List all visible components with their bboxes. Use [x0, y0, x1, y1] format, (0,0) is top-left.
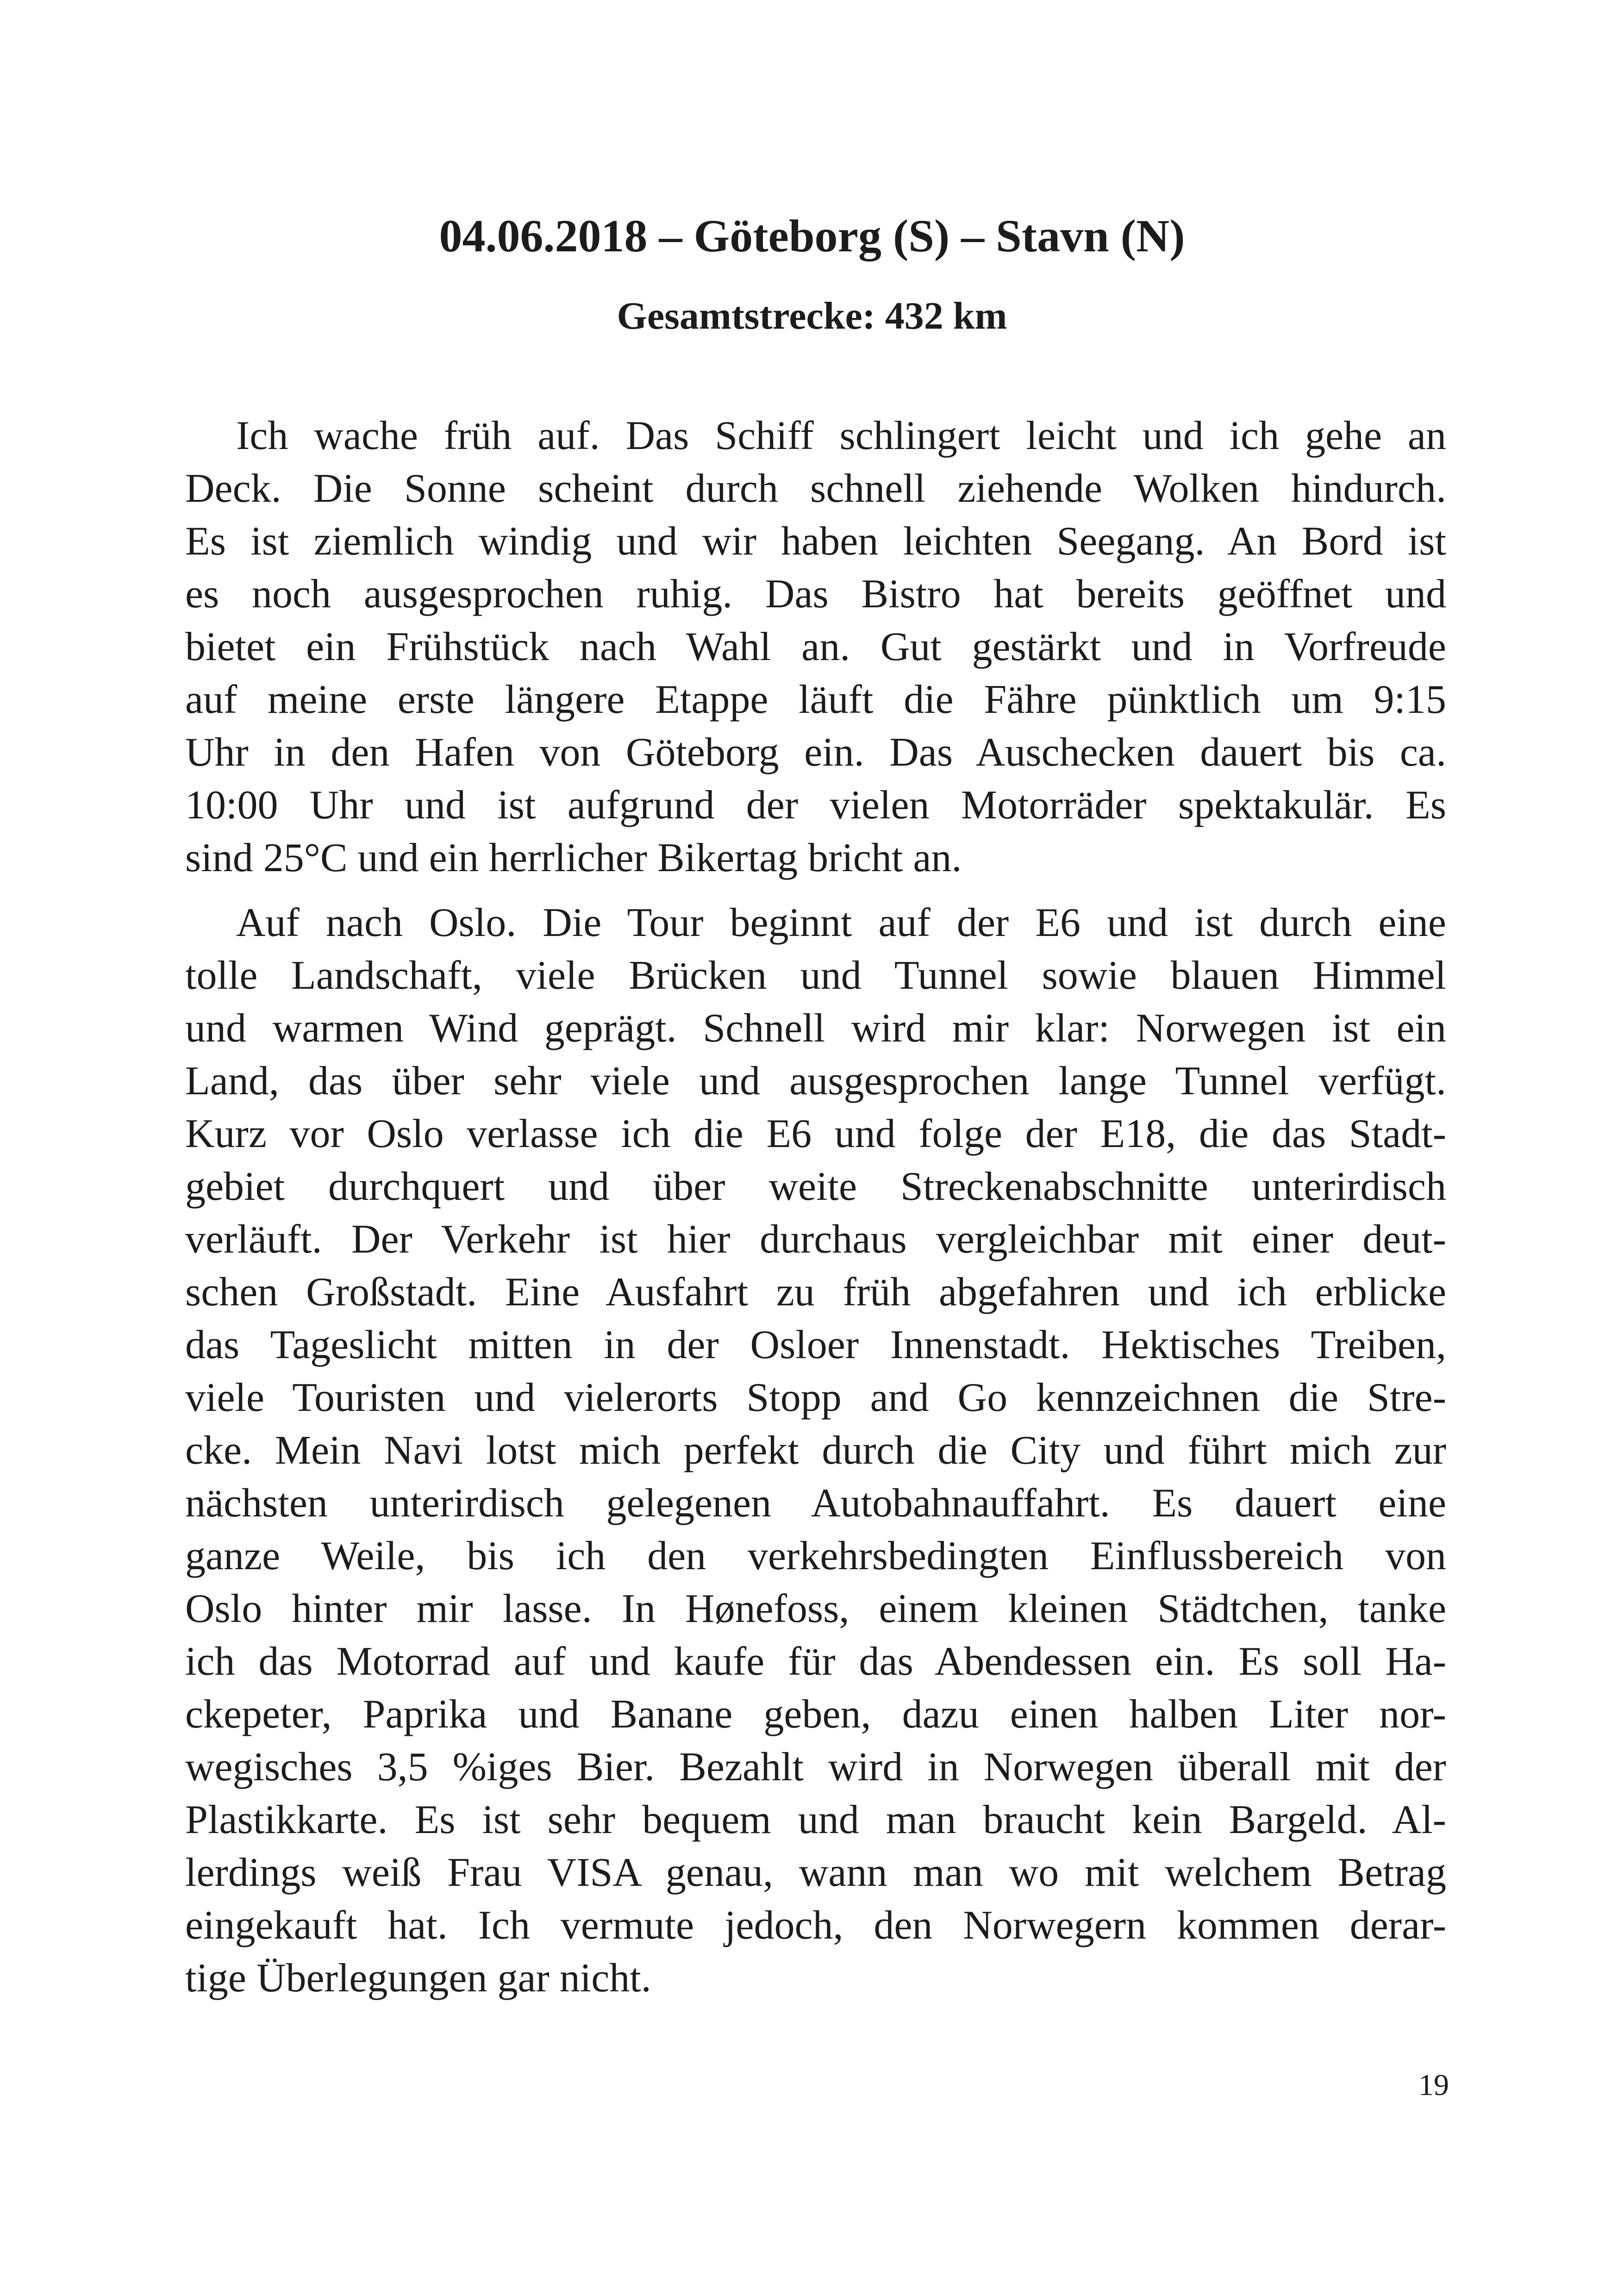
paragraph-spacer: [185, 885, 1446, 897]
text-line: und warmen Wind geprägt. Schnell wird mir klar: Norwegen ist ein: [185, 1006, 1446, 1051]
text-line: 10:00 Uhr und ist aufgrund der vielen Motorräder spektakulär. Es: [185, 783, 1446, 828]
text-line: schen Großstadt. Eine Ausfahrt zu früh abgefahren und ich erblicke: [185, 1270, 1446, 1315]
text-line: ich das Motorrad auf und kaufe für das Abendessen ein. Es soll Ha-: [185, 1639, 1446, 1684]
text-line: Auf nach Oslo. Die Tour beginnt auf der E6 und ist durch eine: [236, 900, 1446, 945]
text-line: verläuft. Der Verkehr ist hier durchaus vergleichbar mit einer deut-: [185, 1217, 1446, 1262]
text-line: viele Touristen und vielerorts Stopp and Go kennzeichnen die Stre-: [185, 1375, 1446, 1420]
paragraph-2: [185, 897, 1446, 2005]
text-line: cke. Mein Navi lotst mich perfekt durch die City und führt mich zur: [185, 1428, 1446, 1473]
text-line: Kurz vor Oslo verlasse ich die E6 und folge der E18, die das Stadt-: [185, 1111, 1446, 1156]
text-line: wegisches 3,5 %iges Bier. Bezahlt wird in Norwegen überall mit der: [185, 1745, 1446, 1790]
text-line: das Tageslicht mitten in der Osloer Innenstadt. Hektisches Treiben,: [185, 1322, 1446, 1367]
chapter-title: 04.06.2018 – Göteborg (S) – Stavn (N): [439, 210, 1185, 262]
paragraph-1: [185, 410, 1446, 885]
text-line: es noch ausgesprochen ruhig. Das Bistro hat bereits geöffnet und: [185, 572, 1446, 617]
text-line: Land, das über sehr viele und ausgesprochen lange Tunnel verfügt.: [185, 1059, 1446, 1104]
body-text: [185, 410, 1446, 2005]
text-line: gebiet durchquert und über weite Streckenabschnitte unterirdisch: [185, 1164, 1446, 1209]
text-line: lerdings weiß Frau VISA genau, wann man wo mit welchem Betrag: [185, 1850, 1446, 1895]
text-line: Deck. Die Sonne scheint durch schnell ziehende Wolken hindurch.: [185, 466, 1446, 511]
text-line: nächsten unterirdisch gelegenen Autobahnauffahrt. Es dauert eine: [185, 1481, 1446, 1526]
page-number: 19: [1418, 2068, 1449, 2102]
chapter-subtitle: Gesamtstrecke: 432 km: [617, 294, 1007, 337]
text-line: bietet ein Frühstück nach Wahl an. Gut gestärkt und in Vorfreude: [185, 624, 1446, 669]
text-line: ganze Weile, bis ich den verkehrsbedingten Einflussbereich von: [185, 1534, 1446, 1578]
text-line: Plastikkarte. Es ist sehr bequem und man braucht kein Bargeld. Al-: [185, 1797, 1446, 1842]
text-line: Uhr in den Hafen von Göteborg ein. Das Auschecken dauert bis ca.: [185, 730, 1446, 775]
text-line: sind 25°C und ein herrlicher Bikertag bricht an.: [185, 836, 962, 880]
text-line: auf meine erste längere Etappe läuft die Fähre pünktlich um 9:15: [185, 677, 1446, 722]
text-line: eingekauft hat. Ich vermute jedoch, den Norwegern kommen derar-: [185, 1903, 1446, 1948]
text-line: ckepeter, Paprika und Banane geben, dazu einen halben Liter nor-: [185, 1692, 1446, 1737]
text-line: Oslo hinter mir lasse. In Hønefoss, einem kleinen Städtchen, tanke: [185, 1586, 1446, 1631]
text-line: Es ist ziemlich windig und wir haben leichten Seegang. An Bord ist: [185, 519, 1446, 564]
text-line: Ich wache früh auf. Das Schiff schlingert leicht und ich gehe an: [236, 413, 1446, 458]
text-line: tolle Landschaft, viele Brücken und Tunnel sowie blauen Himmel: [185, 953, 1446, 998]
text-line: tige Überlegungen gar nicht.: [185, 1956, 651, 2001]
